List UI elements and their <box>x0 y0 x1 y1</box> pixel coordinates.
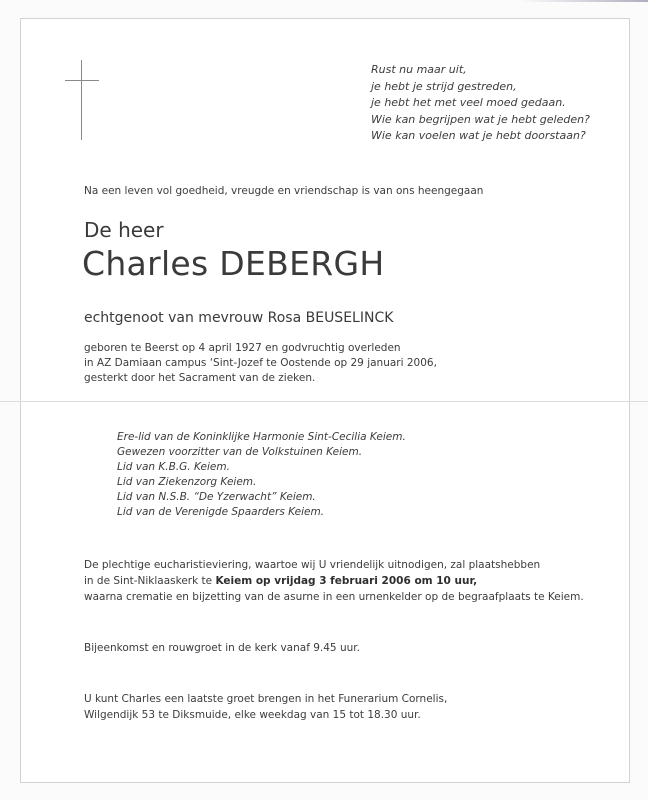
intro-text: Na een leven vol goedheid, vreugde en vriendschap is van ons heengegaan <box>84 185 484 197</box>
ceremony-details <box>84 557 584 605</box>
ceremony-date-time: Keiem op vrijdag 3 februari 2006 om 10 uur, <box>215 575 478 587</box>
scan-edge-shadow <box>520 0 648 2</box>
visitation-details <box>84 691 447 723</box>
cross-icon <box>65 60 99 140</box>
biography <box>84 341 437 386</box>
membership-item: Gewezen voorzitter van de Volkstuinen Keiem. <box>117 446 363 458</box>
poem-line: Wie kan voelen wat je hebt doorstaan? <box>371 129 586 142</box>
poem <box>371 62 590 145</box>
deceased-name: Charles DEBERGH <box>82 244 385 283</box>
spouse-line: echtgenoot van mevrouw Rosa BEUSELINCK <box>84 310 394 326</box>
bio-line: geboren te Beerst op 4 april 1927 en godvruchtig overleden <box>84 342 401 354</box>
memberships-list <box>117 430 406 520</box>
ceremony-location: in de Sint-Niklaaskerk te <box>84 575 216 587</box>
membership-item: Lid van K.B.G. Keiem. <box>117 461 230 473</box>
poem-line: je hebt het met veel moed gedaan. <box>371 96 566 109</box>
ceremony-line: waarna crematie en bijzetting van de asurne in een urnenkelder op de begraafplaats te Keiem. <box>84 591 584 603</box>
visit-line: U kunt Charles een laatste groet brengen in het Funerarium Cornelis, <box>84 693 448 705</box>
bio-line: gesterkt door het Sacrament van de zieken. <box>84 372 316 384</box>
membership-item: Lid van Ziekenzorg Keiem. <box>117 476 257 488</box>
membership-item: Lid van N.S.B. “De Yzerwacht” Keiem. <box>117 491 316 503</box>
cross-horizontal-bar <box>65 80 99 81</box>
ceremony-line <box>84 573 584 589</box>
honorific: De heer <box>84 218 164 242</box>
poem-line: Wie kan begrijpen wat je hebt geleden? <box>371 112 590 126</box>
ceremony-line: De plechtige eucharistieviering, waartoe wij U vriendelijk uitnodigen, zal plaatshebben <box>84 559 541 571</box>
visit-line: Wilgendijk 53 te Diksmuide, elke weekdag van 15 tot 18.30 uur. <box>84 709 421 721</box>
poem-line: Rust nu maar uit, <box>371 63 467 76</box>
gathering-text: Bijeenkomst en rouwgroet in de kerk vanaf 9.45 uur. <box>84 642 360 654</box>
poem-line: je hebt je strijd gestreden, <box>371 79 517 93</box>
membership-item: Lid van de Verenigde Spaarders Keiem. <box>117 506 325 518</box>
bio-line: in AZ Damiaan campus ‘Sint-Jozef te Oostende op 29 januari 2006, <box>84 357 437 369</box>
membership-item: Ere-lid van de Koninklijke Harmonie Sint-Cecilia Keiem. <box>117 431 406 443</box>
cross-vertical-bar <box>81 60 82 140</box>
fold-line <box>0 401 648 402</box>
